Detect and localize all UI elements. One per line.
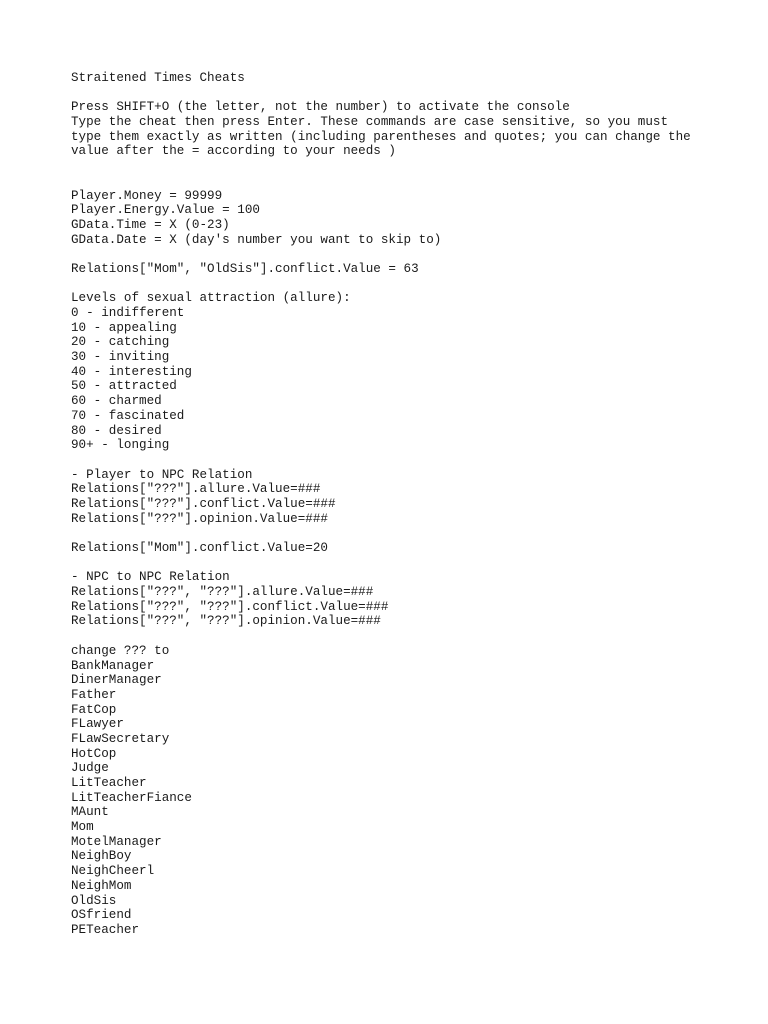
cheat-line: Player.Energy.Value = 100 (71, 203, 260, 218)
cheat-line: GData.Date = X (day's number you want to skip to) (71, 232, 442, 247)
relation-line: Relations["???"].opinion.Value=### (71, 511, 328, 526)
npc-name: FatCop (71, 702, 117, 717)
intro-paragraph (71, 100, 731, 159)
npc-npc-relation (71, 570, 731, 629)
section-heading: - NPC to NPC Relation (71, 570, 230, 585)
allure-level: 90+ - longing (71, 438, 170, 453)
npc-name: DinerManager (71, 673, 162, 688)
mom-conflict-example: Relations["Mom"].conflict.Value=20 (71, 541, 328, 556)
npc-name: Judge (71, 761, 109, 776)
allure-level: 80 - desired (71, 423, 162, 438)
npc-name: FLawSecretary (71, 731, 170, 746)
name-list-heading: change ??? to (71, 643, 170, 658)
allure-level: 10 - appealing (71, 320, 177, 335)
allure-level: 50 - attracted (71, 379, 177, 394)
allure-level: 70 - fascinated (71, 408, 185, 423)
allure-levels (71, 291, 731, 453)
allure-level: 60 - charmed (71, 394, 162, 409)
allure-level: 20 - catching (71, 335, 170, 350)
relation-line: Relations["???", "???"].opinion.Value=### (71, 614, 381, 629)
npc-name: HotCop (71, 746, 117, 761)
relation-line: Relations["???"].allure.Value=### (71, 482, 321, 497)
spacer (71, 629, 731, 644)
npc-name: Mom (71, 820, 94, 835)
npc-name: BankManager (71, 658, 155, 673)
allure-level: 30 - inviting (71, 350, 170, 365)
npc-name: LitTeacher (71, 776, 147, 791)
document-title: Straitened Times Cheats (71, 71, 245, 85)
npc-name-list (71, 644, 731, 938)
allure-heading: Levels of sexual attraction (allure): (71, 291, 351, 306)
npc-name: MAunt (71, 805, 109, 820)
intro-line: Type the cheat then press Enter. These commands are case sensitive, so you must (71, 115, 669, 130)
npc-name: Father (71, 687, 117, 702)
npc-name: NeighCheerl (71, 864, 155, 879)
spacer (71, 86, 731, 101)
npc-name: OSfriend (71, 908, 132, 923)
conflict-example: Relations["Mom", "OldSis"].conflict.Value = 63 (71, 261, 419, 276)
npc-name: LitTeacherFiance (71, 790, 192, 805)
intro-line: value after the = according to your needs ) (71, 144, 396, 159)
spacer (71, 453, 731, 468)
allure-level: 40 - interesting (71, 364, 192, 379)
basic-cheats (71, 189, 731, 248)
spacer (71, 526, 731, 541)
spacer (71, 556, 731, 571)
cheat-line: Player.Money = 99999 (71, 188, 223, 203)
spacer (71, 159, 731, 188)
intro-line: Press SHIFT+O (the letter, not the number) to activate the console (71, 100, 570, 115)
spacer (71, 277, 731, 292)
document-page (71, 71, 731, 938)
cheat-line: GData.Time = X (0-23) (71, 217, 230, 232)
npc-name: MotelManager (71, 834, 162, 849)
intro-line: type them exactly as written (including parentheses and quotes; you can change the (71, 129, 691, 144)
relation-line: Relations["???", "???"].conflict.Value=### (71, 599, 389, 614)
npc-name: NeighBoy (71, 849, 132, 864)
npc-name: NeighMom (71, 878, 132, 893)
relation-line: Relations["???"].conflict.Value=### (71, 496, 336, 511)
npc-name: FLawyer (71, 717, 124, 732)
relation-line: Relations["???", "???"].allure.Value=### (71, 585, 374, 600)
npc-name: PETeacher (71, 922, 140, 937)
player-npc-relation (71, 468, 731, 527)
allure-level: 0 - indifferent (71, 306, 185, 321)
spacer (71, 247, 731, 262)
section-heading: - Player to NPC Relation (71, 467, 253, 482)
npc-name: OldSis (71, 893, 117, 908)
